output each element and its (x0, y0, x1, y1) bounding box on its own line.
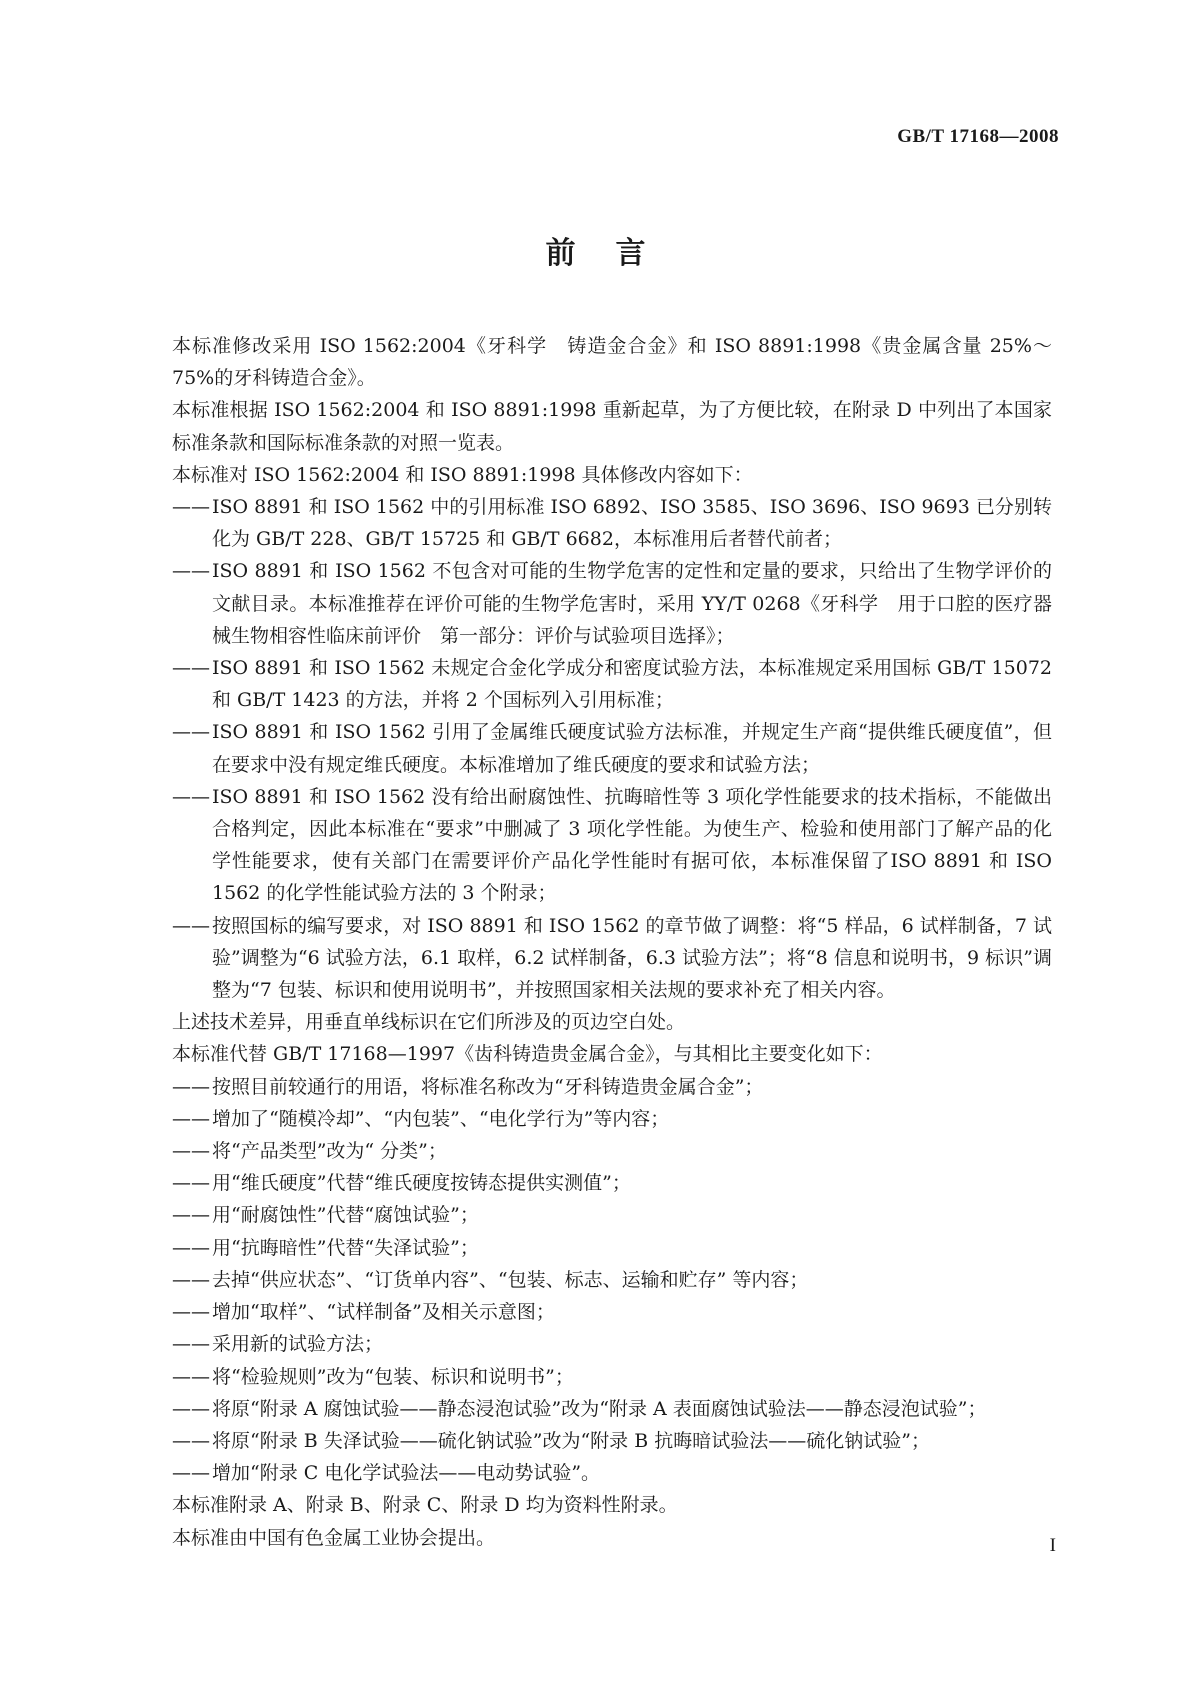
paragraph-proposer: 本标准由中国有色金属工业协会提出。 (172, 1526, 496, 1549)
list-item-change: —— 增加“附录 C 电化学试验法——电动势试验”。 (172, 1462, 601, 1485)
paragraph-annexes: 本标准附录 A、附录 B、附录 C、附录 D 均为资料性附录。 (172, 1494, 678, 1517)
list-item-change: —— 用“抗晦暗性”代替“失泽试验”； (172, 1236, 479, 1259)
list-item-change: —— 增加“取样”、“试样制备”及相关示意图； (172, 1301, 555, 1324)
page-number: I (1049, 1535, 1056, 1556)
paragraph-redraft: 本标准根据 ISO 1562:2004 和 ISO 8891:1998 重新起草，为了方便比较，在附录 D 中列出了本国家标准条款和国际标准条款的对照一览表。 (172, 399, 1052, 454)
list-item-change: —— 按照目前较通行的用语，将标准名称改为“牙科铸造贵金属合金”； (172, 1075, 764, 1098)
list-item-change: —— 用“维氏硬度”代替“维氏硬度按铸态提供实测值”； (172, 1172, 631, 1195)
list-item-change: —— 将“产品类型”改为“ 分类”； (172, 1140, 447, 1163)
list-item-modification: —— ISO 8891 和 ISO 1562 不包含对可能的生物学危害的定性和定量的要求，只给出了生物学评价的文献目录。本标准推荐在评价可能的生物学危害时，采用 YY/T 0268《牙科学 用于口腔的医疗器械生物相容性临床前评价 第一部分：评价与试验项目选择》； (172, 560, 1052, 647)
list-item-modification: —— ISO 8891 和 ISO 1562 没有给出耐腐蚀性、抗晦暗性等 3 项化学性能要求的技术指标，不能做出合格判定，因此本标准在“要求”中删减了 3 项化学性能。为使生产、检验和使用部门了解产品的化学性能要求，使有关部门在需要评价产品化学性能时有据可依，本标准保留了ISO 8891 和 ISO 1562 的化学性能试验方法的 3 个附录； (172, 785, 1052, 905)
list-item-change: —— 去掉“供应状态”、“订货单内容”、“包装、标志、运输和贮存” 等内容； (172, 1268, 809, 1291)
list-item-modification: —— ISO 8891 和 ISO 1562 未规定合金化学成分和密度试验方法，本标准规定采用国标 GB/T 15072和 GB/T 1423 的方法，并将 2 个国标列入引用标准； (172, 657, 1052, 712)
list-item-change: —— 用“耐腐蚀性”代替“腐蚀试验”； (172, 1204, 479, 1227)
standard-code: GB/T 17168—2008 (897, 126, 1059, 147)
list-item-modification: —— ISO 8891 和 ISO 1562 中的引用标准 ISO 6892、ISO 3585、ISO 3696、ISO 9693 已分别转化为 GB/T 228、GB/T 15725 和 GB/T 6682，本标准用后者替代前者； (172, 496, 1052, 551)
list-item-change: —— 增加了“随模冷却”、“内包装”、“电化学行为”等内容； (172, 1107, 670, 1130)
list-item-change: —— 将原“附录 B 失泽试验——硫化钠试验”改为“附录 B 抗晦暗试验法——硫化钠试验”； (172, 1429, 930, 1452)
list-item-modification: —— ISO 8891 和 ISO 1562 引用了金属维氏硬度试验方法标准，并规定生产商“提供维氏硬度值”，但在要求中没有规定维氏硬度。本标准增加了维氏硬度的要求和试验方法； (172, 721, 1052, 776)
paragraph-replaces: 本标准代替 GB/T 17168—1997《齿科铸造贵金属合金》，与其相比主要变化如下： (172, 1043, 883, 1066)
paragraph-modifications-intro: 本标准对 ISO 1562:2004 和 ISO 8891:1998 具体修改内容如下： (172, 463, 753, 486)
paragraph-margin-note: 上述技术差异，用垂直单线标识在它们所涉及的页边空白处。 (172, 1011, 686, 1034)
document-body (172, 330, 1052, 1554)
paragraph-adoption: 本标准修改采用 ISO 1562:2004《牙科学 铸造金合金》和 ISO 8891:1998《贵金属含量 25%～75%的牙科铸造合金》。 (172, 335, 1052, 390)
list-item-change: —— 将原“附录 A 腐蚀试验——静态浸泡试验”改为“附录 A 表面腐蚀试验法——静态浸泡试验”； (172, 1397, 987, 1420)
page-title: 前言 (545, 236, 686, 271)
list-item-modification: —— 按照国标的编写要求，对 ISO 8891 和 ISO 1562 的章节做了调整：将“5 样品，6 试样制备，7 试验”调整为“6 试验方法，6.1 取样，6.2 试样制备，6.3 试验方法”；将“8 信息和说明书，9 标识”调整为“7 包装、标识和使用说明书”，并按照国家相关法规的要求补充了相关内容。 (172, 914, 1052, 1002)
list-item-change: —— 采用新的试验方法； (172, 1333, 384, 1356)
list-item-change: —— 将“检验规则”改为“包装、标识和说明书”； (172, 1365, 574, 1388)
